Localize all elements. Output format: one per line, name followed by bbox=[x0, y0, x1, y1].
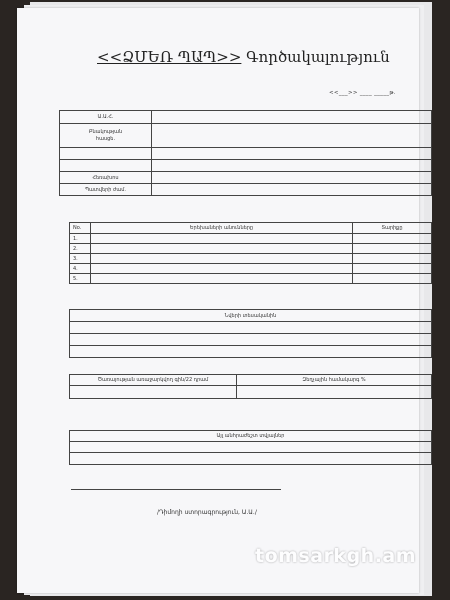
title-rest: Գործակալություն bbox=[246, 48, 390, 66]
children-age-cell[interactable] bbox=[353, 254, 432, 264]
client-info-table bbox=[59, 110, 432, 196]
other-info-cell[interactable] bbox=[70, 442, 432, 453]
gift-header: Նվերի տեսականին bbox=[70, 310, 432, 322]
other-info-table bbox=[69, 430, 432, 465]
children-age-cell[interactable] bbox=[353, 264, 432, 274]
info-label-address: Բնակության հասցե. bbox=[60, 124, 152, 148]
date-line: <<___>> ____ _____թ. bbox=[329, 90, 396, 96]
title-brand: <<ՁՄԵՌ ՊԱՊ>> bbox=[97, 48, 242, 66]
info-value-cell[interactable] bbox=[152, 184, 432, 196]
children-row-number: 1. bbox=[70, 234, 91, 244]
info-value-cell[interactable] bbox=[152, 160, 432, 172]
gift-cell[interactable] bbox=[70, 346, 432, 358]
children-table bbox=[69, 222, 432, 284]
children-col-no: No. bbox=[70, 223, 91, 234]
info-value-cell[interactable] bbox=[152, 172, 432, 184]
service-price-header: Ծառայության առաջարկվող գին/22 դրամ bbox=[70, 375, 237, 386]
signature-line bbox=[71, 489, 281, 490]
children-age-cell[interactable] bbox=[353, 244, 432, 254]
form-sheet bbox=[17, 8, 419, 593]
discount-cell[interactable] bbox=[237, 386, 432, 399]
children-row-number: 4. bbox=[70, 264, 91, 274]
other-info-header: Այլ անհրաժեշտ տվյալներ bbox=[70, 431, 432, 442]
info-label-phone: Հեռախոս bbox=[60, 172, 152, 184]
children-col-names: Երեխաների անունները bbox=[91, 223, 353, 234]
children-row-number: 2. bbox=[70, 244, 91, 254]
info-label-name: Ա.Ա.Հ. bbox=[60, 111, 152, 124]
form-title bbox=[97, 48, 390, 66]
discount-header: Զեղչային համակարգ % bbox=[237, 375, 432, 386]
info-value-cell[interactable] bbox=[152, 148, 432, 160]
watermark: tomsarkgh.am bbox=[255, 545, 417, 567]
info-value-cell[interactable] bbox=[152, 124, 432, 148]
gift-cell[interactable] bbox=[70, 322, 432, 334]
children-row-number: 5. bbox=[70, 274, 91, 284]
signature-caption: /Դիմողի ստորագրություն, Ա.Ա./ bbox=[157, 509, 257, 516]
info-label-blank bbox=[60, 160, 152, 172]
children-name-cell[interactable] bbox=[91, 264, 353, 274]
children-name-cell[interactable] bbox=[91, 274, 353, 284]
children-age-cell[interactable] bbox=[353, 274, 432, 284]
children-name-cell[interactable] bbox=[91, 234, 353, 244]
children-age-cell[interactable] bbox=[353, 234, 432, 244]
info-label-order-time: Պատվերի ժամ. bbox=[60, 184, 152, 196]
gift-table bbox=[69, 309, 432, 358]
children-row-number: 3. bbox=[70, 254, 91, 264]
children-col-age: Տարիքը bbox=[353, 223, 432, 234]
info-label-blank bbox=[60, 148, 152, 160]
children-name-cell[interactable] bbox=[91, 254, 353, 264]
service-price-cell[interactable] bbox=[70, 386, 237, 399]
info-value-cell[interactable] bbox=[152, 111, 432, 124]
gift-cell[interactable] bbox=[70, 334, 432, 346]
price-table bbox=[69, 374, 432, 399]
children-name-cell[interactable] bbox=[91, 244, 353, 254]
other-info-cell[interactable] bbox=[70, 453, 432, 465]
